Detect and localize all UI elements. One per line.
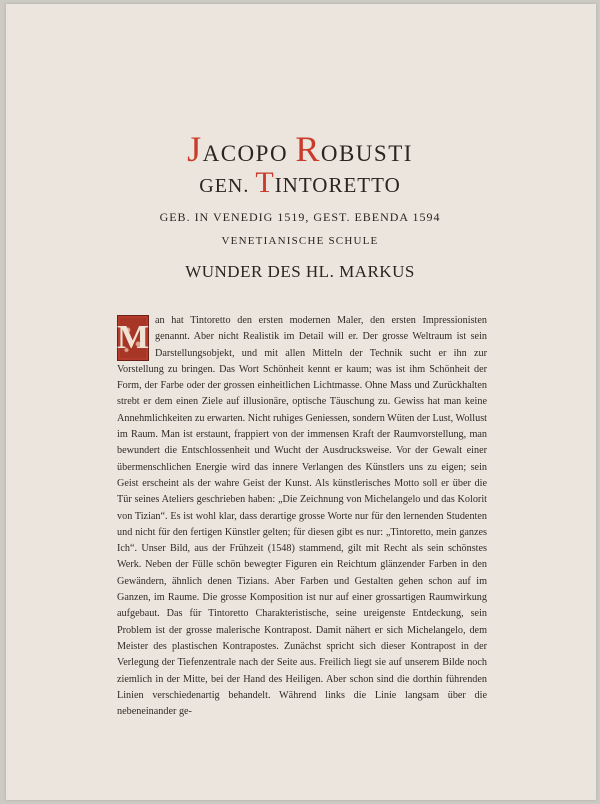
title-text-intoretto: INTORETTO: [274, 173, 401, 197]
title-initial-t: T: [255, 166, 275, 199]
initial-letter: M: [116, 319, 150, 356]
title-text-obusti: OBUSTI: [320, 141, 413, 166]
title-initial-r: R: [295, 129, 321, 169]
title-line-2: [0, 166, 600, 200]
title-line-1: [0, 128, 600, 170]
biography-subtitle: GEB. IN VENEDIG 1519, GEST. EBENDA 1594: [159, 210, 441, 224]
school-label: VENETIANISCHE SCHULE: [221, 235, 379, 247]
title-initial-j: J: [187, 129, 203, 169]
body-text-block: [117, 313, 487, 720]
title-text-gen: GEN.: [199, 175, 256, 197]
illuminated-initial: [117, 315, 149, 361]
body-paragraph: an hat Tintoretto den ersten modernen Maler, den ersten Impressionisten genannt. Aber nicht Realistik im Detail will er. Der grosse Weltraum ist sein Darstellungsobjekt, und mit allen Mitteln der Technik sucht er ihn zur Vorstellung zu bringen. Das Wort Schönheit kennt er kaum; was ist ihm Schönheit der Form, der Farbe oder der grossen einheitlichen Lichtmasse. Ohne Mass und Zurückhalten strebt er dem einen Ziele auf illusionäre, optische Täuschung zu. Gewiss hat man keine Annehmlichkeiten zu erwarten. Nicht ruhiges Geniessen, sondern Wüten der Lust, Wollust im Raum. Man ist erstaunt, frappiert von der immensen Kraft der Raumvorstellung, man bewundert die Entschlossenheit und Wucht der Ausdrucksweise. Vor der Gewalt einer übermenschlichen Energie wird das innere Verlangen des Künstlers uns zu eigen; sein Geist erscheint als der wahre Geist der Kunst. Als künstlerisches Motto soll er über die Tür seines Ateliers geschrieben haben: „Die Zeichnung von Michelangelo und das Kolorit von Tizian“. Es ist wohl klar, dass derartige grosse Worte nur für den lernenden Studenten und nicht für den fertigen Künstler gelten; für diesen gibt es nur: „Tintoretto, mein ganzes Ich“. Unser Bild, aus der Frühzeit (1548) stammend, gilt mit Recht als sein schönstes Werk. Neben der Fülle schön bewegter Figuren ein Reichtum glänzender Farben in den Gewändern, ähnlich denen Tizians. Aber Farben und Gestalten gehen schon auf im Ganzen, im Raume. Die grosse Komposition ist nur auf einer grossartigen Raumwirkung aufgebaut. Das für Tintoretto Charakteristische, seine ureigenste Entdeckung, sein Problem ist der grosse malerische Kontrapost. Damit nähert er sich Michelangelo, dem Meister des plastischen Kontrapostes. Zunächst spricht sich dieser Kontrapost in der Verlegung der Tiefenzentrale nach der Seite aus. Freilich liegt sie auf unserem Bilde noch ziemlich in der Mitte, bei der Hand des Heiligen. Aber schon sind die dorthin führenden Linien verschiedenartig behandelt. Während links die Linie langsam über die nebeneinander ge-: [117, 315, 487, 718]
artwork-heading: WUNDER DES HL. MARKUS: [185, 262, 415, 281]
title-text-acopo: ACOPO: [202, 141, 296, 166]
